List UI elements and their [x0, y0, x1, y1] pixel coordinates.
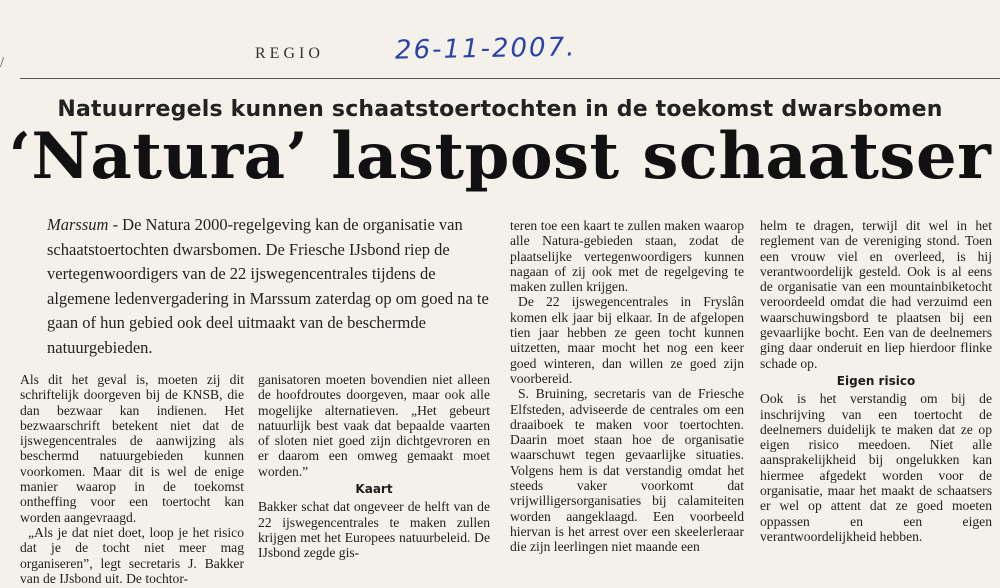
margin-mark: / — [0, 55, 5, 69]
col3-paragraph-1: teren toe een kaart te zullen maken waarop alle Natura-gebieden staan, zodat de plaatselijke vertegenwoordigers kunnen nagaan of zij ook met de regelgeving te maken zullen krijgen. — [510, 218, 744, 295]
column-1 — [20, 372, 244, 586]
col1-paragraph-2: „Als je dat niet doet, loop je het risico dat je de tocht niet meer mag organiseren”, legt secretaris J. Bakker van de IJsbond uit. De tochtor- — [20, 524, 244, 586]
col2-paragraph-1: ganisatoren moeten bovendien niet alleen de hoofdroutes doorgeven, maar ook alle mogelijke alternatieven. „Het gebeurt natuurlijk best vaak dat bepaalde vaarten of sloten niet goed zijn dichtgevroren en er daarom een omweg gemaakt moet worden.” — [258, 372, 490, 479]
col3-paragraph-2: De 22 ijswegencentrales in Fryslân komen elk jaar bij elkaar. In de afgelopen tien jaar hebben ze geen tocht kunnen uitzetten, maar mocht het nog een keer goed winteren, dan willen ze goed zijn voorbereid. — [510, 294, 744, 386]
intro-text: - De Natura 2000-regelgeving kan de organisatie van schaatstoertochten dwarsbomen. De Friesche IJsbond riep de vertegenwoordigers van de 22 ijswegencentrales tijdens de algemene ledenvergadering in Marssum zaterdag op om goed na te gaan of hun gebied ook deel uitmaakt van de beschermde natuurgebieden. — [47, 215, 489, 357]
column-3 — [510, 218, 744, 555]
handwritten-date: 26-11-2007. — [394, 32, 577, 66]
subhead-kaart: Kaart — [355, 482, 393, 497]
col2-paragraph-2: Bakker schat dat ongeveer de helft van de 22 ijswegencentrales te maken zullen krijgen met het Europees natuurbeleid. De IJsbond zegde gis- — [258, 499, 490, 561]
col4-paragraph-2: Ook is het verstandig om bij de inschrijving van een toertocht de deelnemers duidelijk te maken dat ze op eigen risico meedoen. Niet alle aansprakelijkheid bij ongelukken kan hiermee afgedekt worden voor de organisatie, maar het maakt de schaatsers er wel op attent dat ze goed moeten oppassen en een eigen verantwoordelijkheid hebben. — [760, 391, 992, 544]
column-2 — [258, 372, 490, 561]
col3-paragraph-3: S. Bruining, secretaris van de Friesche Elfsteden, adviseerde de centrales om een draaiboek te maken voor toertochten. Daarin moet staan hoe de organisatie waarschuwt tegen gevaarlijke situaties. Volgens hem is dat verstandig omdat het steeds vaker voorkomt dat vrijwilligersorganisaties bij calamiteiten worden aangeklaagd. Een voorbeeld hiervan is het arrest over een skeelerleraar die zijn leerlingen niet maande een — [510, 386, 744, 555]
subhead-eigen-risico: Eigen risico — [836, 373, 916, 388]
column-4 — [760, 218, 992, 544]
col4-paragraph-1: helm te dragen, terwijl dit wel in het reglement van de vereniging stond. Toen een vrouw viel en overleed, is hij verantwoordelijk gesteld. Ook is al eens de organisatie van een mountainbiketocht veroordeeld omdat die had verzuimd een waarschuwingsbord te plaatsen bij een gevaarlijke bocht. Een van de deelnemers ging daar onderuit en liep hierdoor flinke schade op. — [760, 218, 992, 371]
section-label: REGIO — [255, 45, 324, 62]
intro-paragraph — [47, 213, 502, 360]
kicker: Natuurregels kunnen schaatstoertochten in de toekomst dwarsbomen — [57, 97, 943, 122]
col1-paragraph-1: Als dit het geval is, moeten zij dit schriftelijk doorgeven bij de KNSB, die dan bezwaar kan indienen. Het bezwaarschrift betekent niet dat de ijswegencentrales de aanwijzing als beschermd natuurgebieden kunnen voorkomen. Maar dit is wel de enige manier waarop in de toekomst ontheffing voor een toertocht kan worden aangevraagd. — [20, 372, 244, 525]
intro-place: Marssum — [47, 215, 109, 234]
headline: ‘Natura’ lastpost schaatser — [8, 119, 992, 194]
top-rule — [20, 78, 1000, 79]
